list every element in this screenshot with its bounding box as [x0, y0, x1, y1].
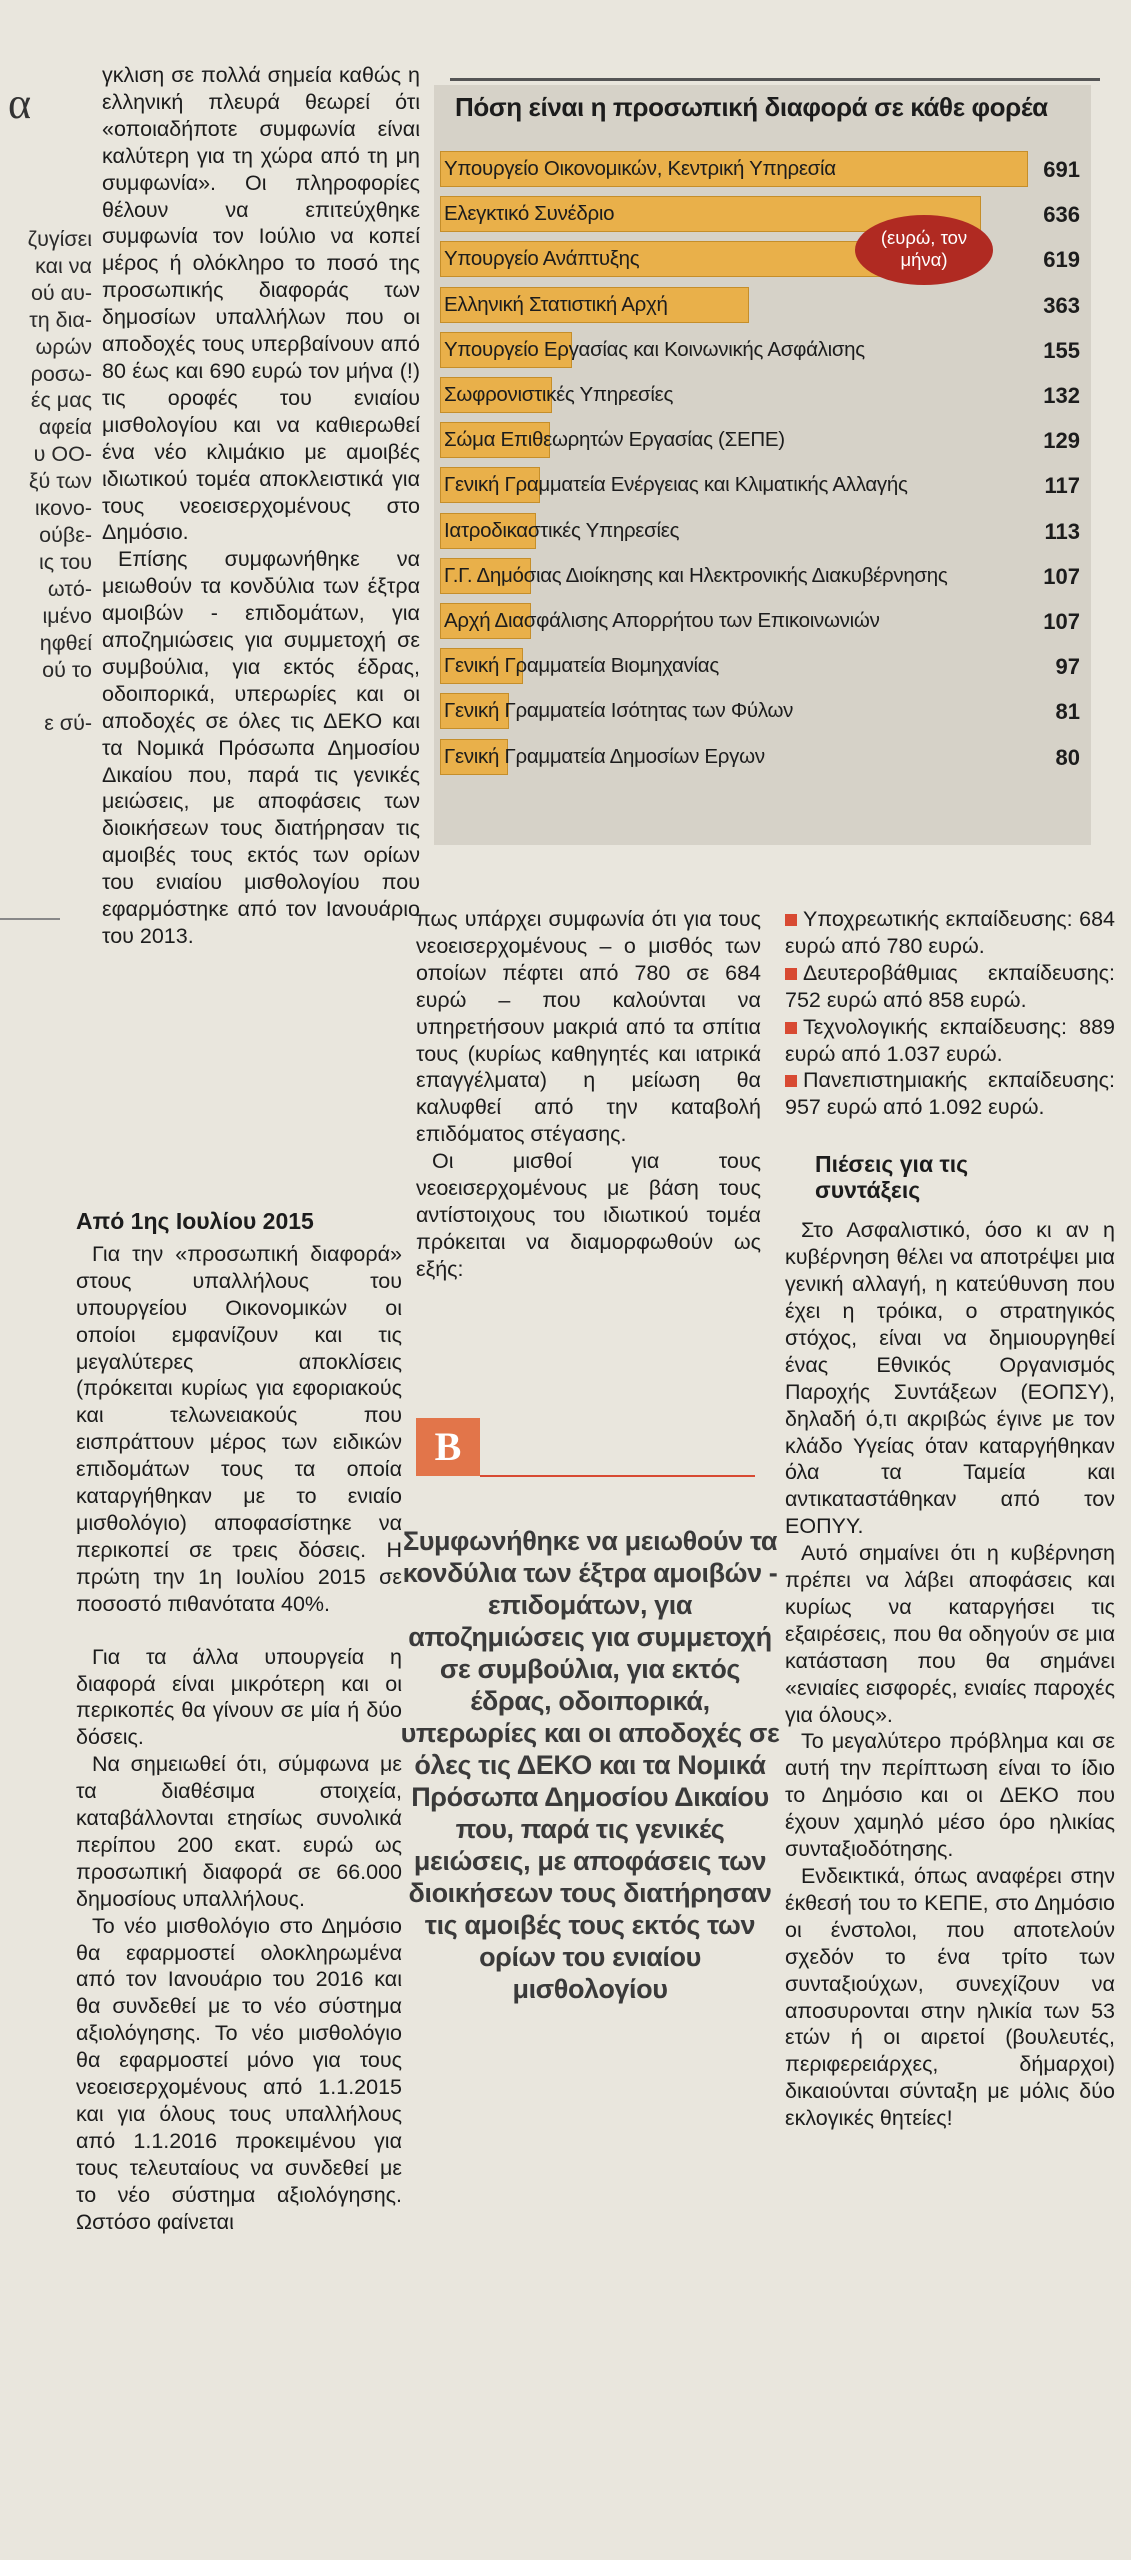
fragment-line: ξύ των	[28, 469, 92, 494]
paragraph: Στο Ασφαλιστικό, όσο κι αν η κυβέρνηση θέλει να αποτρέψει μια γενική αλλαγή, η κατεύθυνση που έχει η τρόικα, ο στρατηγικός στόχος, είναι να δημιουργηθεί ένας Εθνικός Οργανισμός Παροχής Συντάξεων (ΕΟΠΣΥ), δηλαδή ό,τι ακριβώς έγινε με τον κλάδο Υγείας όταν καταργήθηκαν όλα τα Ταμεία και αντικαταστάθηκαν από τον ΕΟΠΥΥ.	[785, 1218, 1115, 1539]
table-row	[440, 373, 1086, 416]
paragraph: πως υπάρχει συμφωνία ότι για τους νεοεισερχομένους – ο μισθός των οποίων πέφτει από 780 σε 684 ευρώ – που καλούνται να υπηρετήσουν μακριά από τα σπίτια τους (κυρίως καθηγητές και ιατρικά επαγγέλματα) η μείωση θα καλυφθεί από την καταβολή επιδόματος στέγασης.	[416, 907, 761, 1147]
left-column-fragments	[0, 226, 92, 737]
section-heading: Πιέσεις για τις συντάξεις	[815, 1151, 969, 1204]
paragraph: Για τα άλλα υπουργεία η διαφορά είναι μικρότερη και οι περικοπές θα γίνουν σε μία ή δύο δόσεις.	[76, 1644, 402, 1750]
pullquote-rule	[480, 1475, 755, 1477]
article-column-3	[785, 906, 1115, 2132]
bullet-square-icon	[785, 1075, 797, 1087]
row-value: 129	[1043, 428, 1080, 454]
row-label: Γ.Γ. Δημόσιας Διοίκησης και Ηλεκτρονικής Διακυβέρνησης	[444, 563, 948, 587]
row-value: 107	[1043, 563, 1080, 589]
fragment-line: τη δια-	[29, 307, 92, 332]
row-label: Γενική Γραμματεία Βιομηχανίας	[444, 654, 719, 678]
fragment-line: ροσω-	[30, 361, 92, 386]
paragraph: Το νέο μισθολόγιο στο Δημόσιο θα εφαρμοστεί ολοκληρωμένα από τον Ιανουάριο του 2016 και θα συνδεθεί με το νέο σύστημα αξιολόγησης. Το νέο μισθολόγιο θα εφαρμοστεί μόνο για τους νεοεισερχομένους από 1.1.2015 και για όλους τους υπαλλήλους από 1.1.2016 προκειμένου για τους τελευταίους να συνδεθεί με το νέο σύστημα αξιολόγησης. Ωστόσο φαίνεται	[76, 1913, 402, 2234]
fragment-line: ού αυ-	[30, 280, 92, 305]
row-label: Ελληνική Στατιστική Αρχή	[444, 292, 668, 316]
paragraph: Να σημειωθεί ότι, σύμφωνα με τα διαθέσιμα στοιχεία, καταβάλλονται ετησίως συνολικά περίπου 200 εκατ. ευρώ ως προσωπική διαφορά σε 66.000 δημοσίους υπαλλήλους.	[76, 1752, 402, 1911]
table-row	[440, 689, 1086, 732]
fragment-line: ιμένο	[42, 603, 92, 628]
row-label: Γενική Γραμματεία Ισότητας των Φύλων	[444, 699, 794, 723]
fragment-line: ωτό-	[47, 576, 92, 601]
salary-bullet	[785, 906, 1115, 960]
fragment-line: ις του	[38, 549, 92, 574]
paragraph: γκλιση σε πολλά σημεία καθώς η ελληνική πλευρά θεωρεί ότι «οποιαδήποτε συμφωνία είναι καλύτερη για τη χώρα από τη μη συμφωνία». Οι πληροφορίες θέλουν να επιτεύχθηκε συμφωνία τον Ιούλιο να κοπεί μέρος ή ολόκληρο το ποσό της προσωπικής διαφοράς των δημοσίων υπαλλήλων που οι αποδοχές τους υπερβαίνουν από 80 έως και 690 ευρώ τον μήνα (!) τις οροφές του ενιαίου μισθολογίου και να καθιερωθεί ένα νέο κλιμάκιο με αμοιβές ιδιωτικού τομέα αποκλειστικά για τους νεοεισερχομένους στο Δημόσιο.	[102, 63, 420, 545]
paragraph: Ενδεικτικά, όπως αναφέρει στην έκθεσή του το ΚΕΠΕ, στο Δημόσιο οι ένστολοι, που αποτελούν σχεδόν το ένα τρίτο των συνταξιούχων, συνεχίζουν να αποσυρονται στην ηλικία των 53 ετών ή οι αιρετοί (βουλευτές, περιφερειάρχες, δήμαρχοι) δικαιούνται σύνταξη με μόλις δύο εκλογικές θητείες!	[785, 1864, 1115, 2131]
salary-bullet	[785, 1014, 1115, 1068]
column-divider	[0, 918, 60, 920]
row-label: Σώμα Επιθεωρητών Εργασίας (ΣΕΠΕ)	[444, 428, 785, 452]
fragment-line: ηφθεί	[39, 630, 92, 655]
table-row	[440, 599, 1086, 642]
row-label: Γενική Γραμματεία Δημοσίων Εργων	[444, 744, 765, 768]
bullet-square-icon	[785, 968, 797, 980]
paragraph: Επίσης συμφωνήθηκε να μειωθούν τα κονδύλια των έξτρα αμοιβών - επιδομάτων, για αποζημιώσεις για συμμετοχή σε συμβούλια, για εκτός έδρας, οδοιπορικά, υπερωρίες και οι αποδοχές σε όλες τις ΔΕΚΟ και τα Νομικά Πρόσωπα Δημοσίου Δικαίου που, παρά τις γενικές μειώσεις, με αποφάσεις των διοικήσεων τους διατήρησαν τις αμοιβές τους εκτός των ορίων του ενιαίου μισθολογίου που εφαρμόστηκε από τον Ιανουάριο του 2013.	[102, 547, 420, 948]
table-row	[440, 328, 1086, 371]
pullquote-text: Συμφωνήθηκε να μειωθούν τα κονδύλια των έξτρα αμοιβών - επιδομάτων, για αποζημιώσεις για συμμετοχή σε συμβούλια, για εκτός έδρας, οδοιπορικά, υπερωρίες και οι αποδοχές σε όλες τις ΔΕΚΟ και τα Νομικά Πρόσωπα Δημοσίου Δικαίου που, παρά τις γενικές μειώσεις, με αποφάσεις των διοικήσεων τους διατήρησαν τις αμοιβές τους εκτός των ορίων του ενιαίου μισθολογίου	[400, 1526, 780, 2004]
fragment-line: ές μας	[30, 388, 92, 413]
left-column-fragment-letter: α	[8, 79, 32, 128]
row-value: 107	[1043, 609, 1080, 634]
fragment-line: ικονο-	[34, 496, 92, 521]
row-label: Γενική Γραμματεία Ενέργειας και Κλιματικής Αλλαγής	[444, 473, 908, 497]
bullet-square-icon	[785, 1022, 797, 1034]
paragraph: Αυτό σημαίνει ότι η κυβέρνηση πρέπει να λάβει αποφάσεις και κυρίως να καταργήσει τις εξαιρέσεις, που θα οδηγούν σε μια κατάσταση που θα σημάνει «ενιαίες εισφορές, ενιαίες παροχές για όλους».	[785, 1541, 1115, 1727]
fragment-line: ού το	[42, 657, 92, 682]
fragment-line: υ ΟΟ-	[33, 442, 92, 467]
paragraph: Οι μισθοί για τους νεοεισερχομένους με βάση τους αντίστοιχους του ιδιωτικού τομέα πρόκειται να διαμορφωθούν ως εξής:	[416, 1149, 761, 1281]
row-value: 117	[1044, 473, 1080, 499]
section-heading: Από 1ης Ιουλίου 2015	[76, 1208, 314, 1234]
row-value: 132	[1043, 383, 1080, 408]
fragment-line: ζυγίσει	[27, 227, 92, 251]
row-label: Αρχή Διασφάλισης Απορρήτου των Επικοινωνιών	[444, 609, 880, 632]
salary-bullet	[785, 960, 1115, 1014]
row-label: Ιατροδικαστικές Υπηρεσίες	[444, 518, 680, 542]
row-value: 691	[1043, 157, 1080, 182]
table-title: Πόση είναι η προσωπική διαφορά σε κάθε φορέα	[455, 92, 1048, 122]
bullet-square-icon	[785, 914, 797, 926]
table-title-rule	[450, 78, 1100, 81]
row-label: Υπουργείο Οικονομικών, Κεντρική Υπηρεσία	[444, 157, 836, 180]
fragment-line: αφεία	[38, 415, 92, 440]
table-row	[440, 463, 1086, 506]
row-value: 363	[1043, 292, 1080, 318]
article-column-1-top	[102, 62, 420, 950]
bullet-text: Πανεπιστημιακής εκπαίδευσης: 957 ευρώ από 1.092 ευρώ.	[785, 1068, 1115, 1120]
table-row	[440, 192, 1086, 235]
bullet-text: Τεχνολογικής εκπαίδευσης: 889 ευρώ από 1.037 ευρώ.	[785, 1014, 1115, 1066]
row-value: 155	[1043, 337, 1080, 363]
pullquote-letter-box: B	[416, 1418, 480, 1476]
table-row	[440, 644, 1086, 687]
row-value: 81	[1055, 699, 1080, 725]
bullet-text: Υποχρεωτικής εκπαίδευσης: 684 ευρώ από 780 ευρώ.	[785, 907, 1115, 958]
table-row	[440, 735, 1086, 778]
row-label: Υπουργείο Εργασίας και Κοινωνικής Ασφάλισης	[444, 337, 865, 361]
table-row	[440, 554, 1086, 597]
row-value: 97	[1055, 654, 1080, 680]
row-label: Υπουργείο Ανάπτυξης	[444, 247, 640, 271]
table-row	[440, 283, 1086, 326]
table-row	[440, 147, 1086, 190]
fragment-line	[0, 683, 92, 710]
article-column-2	[416, 906, 761, 1283]
fragment-line: ωρών	[35, 334, 92, 359]
fragment-line: ε σύ-	[44, 711, 92, 736]
row-label: Ελεγκτικό Συνέδριο	[444, 202, 615, 226]
salary-bullet	[785, 1067, 1115, 1121]
bullet-text: Δευτεροβάθμιας εκπαίδευσης: 752 ευρώ από 858 ευρώ.	[785, 960, 1115, 1012]
table-row	[440, 418, 1086, 461]
row-value: 113	[1044, 518, 1080, 544]
row-label: Σωφρονιστικές Υπηρεσίες	[444, 383, 674, 406]
article-column-1-bottom	[76, 1208, 402, 2236]
fragment-line: ούβε-	[39, 522, 92, 547]
row-value: 619	[1043, 247, 1080, 273]
fragment-line: και να	[35, 253, 92, 278]
row-value: 636	[1043, 202, 1080, 228]
unit-note-bubble: (ευρώ, τον μήνα)	[855, 215, 993, 285]
row-value: 80	[1055, 744, 1080, 770]
paragraph: Για την «προσωπική διαφορά» στους υπαλλήλους του υπουργείου Οικονομικών οι οποίοι εμφανίζουν και τις μεγαλύτερες αποκλίσεις (πρόκειται κυρίως για εφοριακούς και τελωνειακούς που εισπράττουν μέρος των ειδικών επιδομάτων τους τα οποία καταργήθηκαν με το ενιαίο μισθολόγιο) αποφασίστηκε να περικοπεί σε τρεις δόσεις. Η πρώτη την 1η Ιουλίου 2015 σε ποσοστό πιθανότατα 40%.	[76, 1241, 402, 1616]
paragraph: Το μεγαλύτερο πρόβλημα και σε αυτή την περίπτωση είναι το ίδιο το Δημόσιο και οι ΔΕΚΟ που έχουν χαμηλό μέσο όρο ηλικίας συνταξιοδότησης.	[785, 1729, 1115, 1862]
table-row	[440, 509, 1086, 552]
